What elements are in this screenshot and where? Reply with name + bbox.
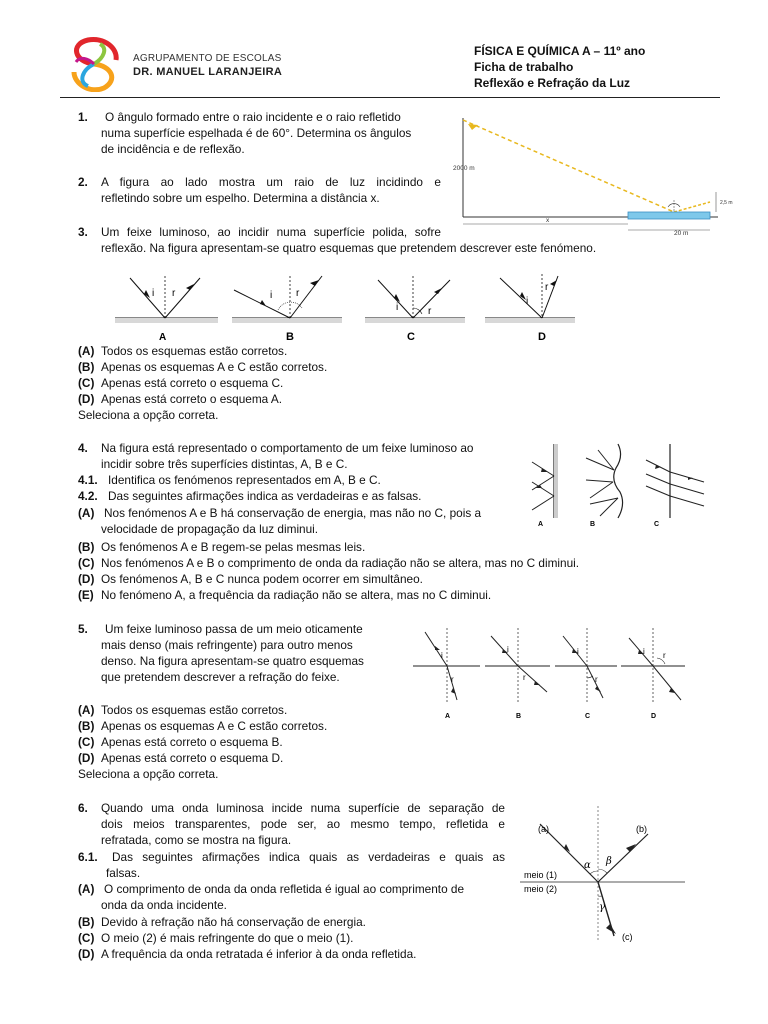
q5-d-i: i bbox=[643, 647, 645, 656]
q5-line4: que pretendem descrever a refração do feixe. bbox=[101, 670, 340, 684]
q1-line1: O ângulo formado entre o raio incidente e o raio refletido bbox=[105, 110, 401, 124]
q4-label-b: B bbox=[590, 521, 596, 528]
scheme-b bbox=[232, 276, 342, 343]
q4-line1: Na figura está representado o comportamento de um feixe luminoso ao bbox=[101, 441, 474, 455]
scheme-a-i: i bbox=[152, 288, 155, 299]
q3-number: 3. bbox=[78, 225, 88, 239]
q6-opt-c-key: (C) bbox=[78, 931, 95, 945]
q5-a-r: r bbox=[451, 675, 454, 684]
q3-line2: reflexão. Na figura apresentam-se quatro esquemas que pretendem descrever este fenómeno. bbox=[101, 241, 597, 255]
q5-refraction-figure bbox=[405, 622, 690, 722]
q4-1-number: 4.1. bbox=[78, 473, 98, 487]
scheme-c bbox=[365, 276, 465, 343]
q5-scheme-c bbox=[555, 628, 617, 720]
q3-opt-d: Apenas está correto o esquema A. bbox=[101, 392, 282, 406]
dist-label: 20 m bbox=[674, 230, 689, 236]
q4-1-text: Identifica os fenómenos representados em A, B e C. bbox=[108, 473, 381, 487]
q5-line1: Um feixe luminoso passa de um meio oticamente bbox=[105, 622, 363, 636]
q6-opt-d: A frequência da onda retratada é inferior à da onda refletida. bbox=[101, 947, 417, 961]
q6-opt-c: O meio (2) é mais refringente do que o meio (1). bbox=[101, 931, 354, 945]
q5-d-r: r bbox=[663, 651, 666, 660]
q5-label-b: B bbox=[516, 713, 522, 720]
q5-opt-a: Todos os esquemas estão corretos. bbox=[101, 703, 288, 717]
q4-opt-c: Nos fenómenos A e B o comprimento de onda da radiação não se altera, mas no C diminui. bbox=[101, 556, 580, 570]
scheme-d-r: r bbox=[545, 282, 549, 293]
q3-opt-d-key: (D) bbox=[78, 392, 95, 406]
scheme-c-label: C bbox=[407, 331, 415, 343]
scheme-a bbox=[115, 276, 218, 343]
scheme-a-label: A bbox=[159, 332, 167, 343]
q4-opt-b-key: (B) bbox=[78, 540, 95, 554]
q6-alpha: α bbox=[584, 860, 591, 871]
q5-c-i: i bbox=[577, 647, 579, 656]
q5-opt-c: Apenas está correto o esquema B. bbox=[101, 735, 283, 749]
q6-line1: Quando uma onda luminosa incide numa superfície de separação de bbox=[101, 801, 505, 815]
q4-opt-a: Nos fenómenos A e B há conservação de energia, mas não no C, pois a bbox=[104, 506, 482, 520]
q5-a-i: i bbox=[441, 651, 443, 660]
q2-line2: refletindo sobre um espelho. Determina a distância x. bbox=[101, 191, 380, 205]
q6-reflection-refraction-figure bbox=[520, 800, 690, 950]
school-name-line1: AGRUPAMENTO DE ESCOLAS bbox=[133, 53, 282, 64]
q4-scheme-b bbox=[586, 444, 623, 528]
scheme-c-i: i bbox=[396, 302, 399, 313]
q6-ray-c: (c) bbox=[622, 932, 633, 942]
q3-opt-c-key: (C) bbox=[78, 376, 95, 390]
q6-number: 6. bbox=[78, 801, 88, 815]
scheme-d bbox=[485, 274, 575, 343]
q4-opt-e: No fenómeno A, a frequência da radiação não se altera, mas no C diminui. bbox=[101, 588, 492, 602]
q2-number: 2. bbox=[78, 175, 88, 189]
small-label: 2,5 m bbox=[720, 200, 733, 206]
q5-scheme-a bbox=[413, 628, 480, 720]
q1-line2: numa superfície espelhada é de 60°. Determina os ângulos bbox=[101, 126, 412, 140]
q4-opt-d-key: (D) bbox=[78, 572, 95, 586]
subject-title: FÍSICA E QUÍMICA A – 11º ano bbox=[474, 44, 646, 58]
q4-opt-d: Os fenómenos A, B e C nunca podem ocorrer em simultâneo. bbox=[101, 572, 423, 586]
q5-scheme-b bbox=[485, 628, 550, 720]
scheme-a-r: r bbox=[172, 288, 176, 299]
q6-1-cont: falsas. bbox=[106, 866, 141, 880]
q6-opt-d-key: (D) bbox=[78, 947, 95, 961]
q3-opt-a-key: (A) bbox=[78, 344, 95, 358]
q6-line3: refratada, como se mostra na figura. bbox=[101, 833, 292, 847]
q6-ray-b: (b) bbox=[636, 824, 647, 834]
q6-beta: β bbox=[606, 856, 612, 867]
q5-label-d: D bbox=[651, 713, 657, 720]
logo-swirl-icon bbox=[64, 36, 124, 92]
q6-gamma: γ bbox=[599, 902, 605, 913]
q4-surfaces-figure bbox=[528, 440, 718, 528]
q5-b-i: i bbox=[507, 645, 509, 654]
scheme-c-r: r bbox=[428, 306, 432, 317]
q3-opt-b: Apenas os esquemas A e C estão corretos. bbox=[101, 360, 328, 374]
height-label: 2000 m bbox=[453, 165, 475, 172]
q3-instruction: Seleciona a opção correta. bbox=[78, 408, 219, 422]
q5-opt-d-key: (D) bbox=[78, 751, 95, 765]
q4-opt-a-cont: velocidade de propagação da luz diminui. bbox=[101, 522, 319, 536]
q6-opt-b: Devido à refração não há conservação de energia. bbox=[101, 915, 366, 929]
q6-ray-a: (a) bbox=[538, 824, 549, 834]
q6-opt-a-key: (A) bbox=[78, 882, 95, 896]
q4-2-number: 4.2. bbox=[78, 489, 98, 503]
q4-opt-c-key: (C) bbox=[78, 556, 95, 570]
topic-title: Reflexão e Refração da Luz bbox=[474, 76, 631, 90]
q5-line2: mais denso (mais refringente) para outro menos bbox=[101, 638, 353, 652]
q1-number: 1. bbox=[78, 110, 88, 124]
q6-opt-a: O comprimento de onda da onda refletida é igual ao comprimento de bbox=[104, 882, 465, 896]
q6-medium-1: meio (1) bbox=[524, 870, 558, 880]
school-name-line2: DR. MANUEL LARANJEIRA bbox=[133, 66, 283, 78]
q4-opt-a-key: (A) bbox=[78, 506, 95, 520]
q5-label-c: C bbox=[585, 713, 591, 720]
scheme-d-label: D bbox=[538, 331, 546, 343]
q5-line3: denso. Na figura apresentam-se quatro esquemas bbox=[101, 654, 364, 668]
q5-label-a: A bbox=[445, 713, 451, 720]
q1-line3: de incidência e de reflexão. bbox=[101, 142, 245, 156]
q6-opt-a-cont: onda da onda incidente. bbox=[101, 898, 227, 912]
q6-line2: dois meios transparentes, pode ser, ao mesmo tempo, refletida e bbox=[101, 817, 505, 831]
q2-mirror-figure bbox=[448, 112, 738, 236]
q5-c-r: r bbox=[595, 675, 598, 684]
q4-2-text: Das seguintes afirmações indica as verdadeiras e as falsas. bbox=[108, 489, 422, 503]
q5-opt-b-key: (B) bbox=[78, 719, 95, 733]
scheme-b-i: i bbox=[270, 290, 273, 301]
q6-medium-2: meio (2) bbox=[524, 884, 558, 894]
q5-b-r: r bbox=[523, 673, 526, 682]
q5-opt-b: Apenas os esquemas A e C estão corretos. bbox=[101, 719, 328, 733]
q5-opt-c-key: (C) bbox=[78, 735, 95, 749]
q5-instruction: Seleciona a opção correta. bbox=[78, 767, 219, 781]
q4-scheme-a bbox=[532, 444, 558, 528]
q3-reflection-figure bbox=[110, 268, 580, 344]
scheme-b-r: r bbox=[296, 288, 300, 299]
header-info bbox=[474, 43, 645, 91]
q5-opt-a-key: (A) bbox=[78, 703, 95, 717]
school-logo bbox=[64, 36, 124, 92]
q6-1-number: 6.1. bbox=[78, 850, 98, 864]
q4-label-c: C bbox=[654, 521, 660, 528]
q3-opt-c: Apenas está correto o esquema C. bbox=[101, 376, 284, 390]
q4-opt-b: Os fenómenos A e B regem-se pelas mesmas leis. bbox=[101, 540, 366, 554]
q3-line1: Um feixe luminoso, ao incidir numa superfície polida, sofre bbox=[101, 225, 441, 239]
x-label: x bbox=[546, 217, 550, 224]
q4-scheme-c bbox=[646, 444, 704, 528]
document-type: Ficha de trabalho bbox=[474, 60, 574, 74]
q3-opt-a: Todos os esquemas estão corretos. bbox=[101, 344, 288, 358]
q6-opt-b-key: (B) bbox=[78, 915, 95, 929]
q3-opt-b-key: (B) bbox=[78, 360, 95, 374]
header-divider bbox=[60, 97, 720, 98]
q4-line2: incidir sobre três superfícies distintas, A, B e C. bbox=[101, 457, 348, 471]
q5-number: 5. bbox=[78, 622, 88, 636]
q5-opt-d: Apenas está correto o esquema D. bbox=[101, 751, 284, 765]
q2-line1: A figura ao lado mostra um raio de luz incidindo e bbox=[101, 175, 441, 189]
q4-label-a: A bbox=[538, 521, 544, 528]
q6-1-text: Das seguintes afirmações indica quais as verdadeiras e quais as bbox=[112, 850, 505, 864]
scheme-d-i: i bbox=[526, 296, 529, 307]
scheme-b-label: B bbox=[286, 331, 294, 343]
q4-opt-e-key: (E) bbox=[78, 588, 94, 602]
q5-scheme-d bbox=[621, 628, 685, 720]
q4-number: 4. bbox=[78, 441, 88, 455]
